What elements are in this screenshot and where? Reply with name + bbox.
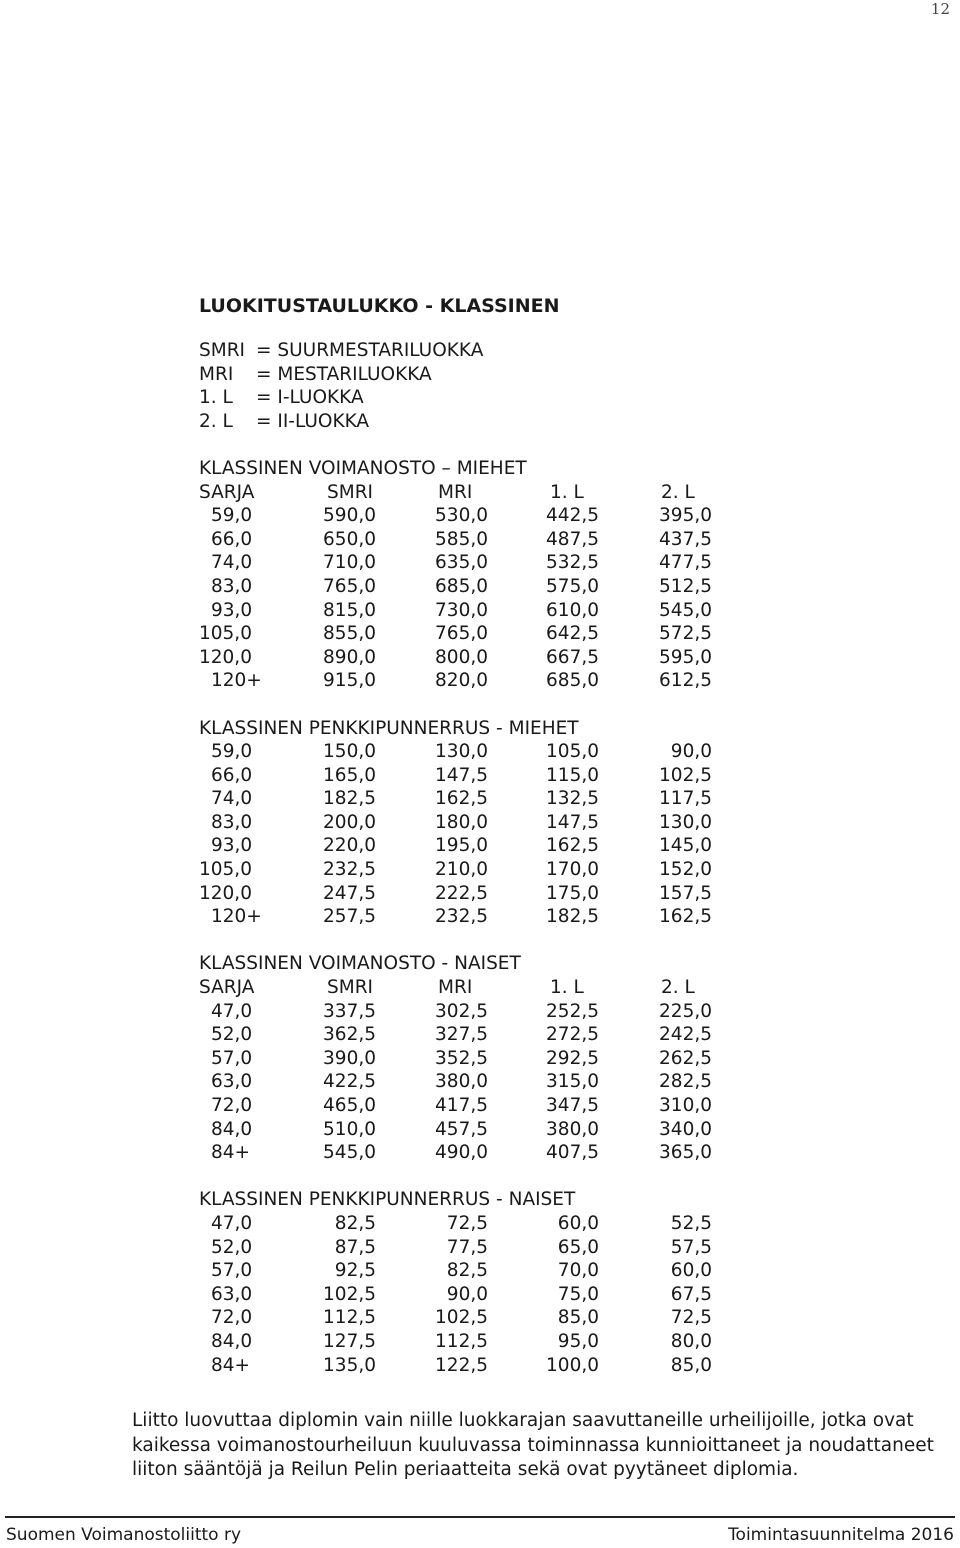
table-row [199,1023,799,1047]
limit-value-cell: 150,0 [323,741,376,763]
legend-meaning: = I-LUOKKA [256,387,364,409]
legend-meaning: = MESTARILUOKKA [256,363,432,385]
limit-value-cell: 152,0 [659,859,712,881]
table-row [199,1118,799,1142]
limit-value-cell: 115,0 [546,764,599,786]
table-row [199,551,799,575]
legend-row [199,410,799,434]
limit-value-cell: 685,0 [435,575,488,597]
limit-value-cell: 75,0 [557,1283,599,1305]
table-row [199,1212,799,1236]
weight-class-cell: 66,0 [211,764,253,786]
limit-value-cell: 585,0 [435,528,488,550]
limit-value-cell: 180,0 [435,811,488,833]
limit-value-cell: 800,0 [435,646,488,668]
limit-value-cell: 82,5 [334,1212,376,1234]
table-row [199,1070,799,1094]
weight-class-cell: 57,0 [211,1260,253,1282]
column-header: MRI [438,977,473,999]
limit-value-cell: 422,5 [323,1071,376,1093]
limit-value-cell: 610,0 [546,599,599,621]
limit-value-cell: 102,5 [435,1307,488,1329]
limit-value-cell: 162,5 [435,788,488,810]
weight-class-cell: 74,0 [211,788,253,810]
limit-value-cell: 457,5 [435,1118,488,1140]
limit-value-cell: 130,0 [435,741,488,763]
footer-organization: Suomen Voimanostoliitto ry [6,1525,242,1545]
weight-class-cell: 120,0 [199,646,252,668]
section-title: KLASSINEN PENKKIPUNNERRUS - MIEHET [199,717,579,739]
section-title: KLASSINEN VOIMANOSTO - NAISET [199,953,521,975]
limit-value-cell: 220,0 [323,835,376,857]
column-header: SMRI [327,977,374,999]
weight-class-cell: 105,0 [199,859,252,881]
limit-value-cell: 575,0 [546,575,599,597]
limit-value-cell: 72,5 [670,1307,712,1329]
column-header: 2. L [661,977,695,999]
document-body [199,292,799,1401]
weight-class-cell: 72,0 [211,1095,253,1116]
limit-value-cell: 102,5 [659,764,712,786]
limit-value-cell: 612,5 [659,670,712,692]
limit-value-cell: 225,0 [659,1000,712,1022]
limit-value-cell: 642,5 [546,623,599,645]
limit-value-cell: 247,5 [323,882,376,904]
limit-value-cell: 327,5 [435,1024,488,1046]
legend-meaning: = SUURMESTARILUOKKA [256,340,484,361]
limit-value-cell: 487,5 [546,528,599,550]
limit-value-cell: 710,0 [323,552,376,574]
limit-value-cell: 117,5 [659,788,712,810]
limit-value-cell: 162,5 [546,835,599,857]
table-row [199,882,799,906]
weight-class-cell: 93,0 [211,599,253,621]
weight-class-cell: 74,0 [211,552,253,574]
table-row [199,1000,799,1024]
table-row [199,1283,799,1307]
limit-value-cell: 820,0 [435,670,488,692]
limit-value-cell: 147,5 [435,764,488,786]
limit-value-cell: 127,5 [323,1330,376,1352]
limit-value-cell: 442,5 [546,505,599,527]
limit-value-cell: 65,0 [557,1236,599,1258]
limit-value-cell: 157,5 [659,882,712,904]
limit-value-cell: 650,0 [323,528,376,550]
diploma-note: Liitto luovuttaa diplomin vain niille luokkarajan saavuttaneille urheilijoille, jotka ovat kaikessa voimanostourheiluun kuuluvassa toiminnassa kunnioittaneet ja noudattaneet liiton sääntöjä ja Reilun Pelin periaatteita sekä ovat pyytäneet diplomia. [132,1410,934,1480]
table-row [199,528,799,552]
limit-value-cell: 257,5 [323,906,376,928]
limit-value-cell: 95,0 [557,1330,599,1352]
legend-abbr: SMRI [199,340,246,361]
limit-value-cell: 175,0 [546,882,599,904]
legend-row [199,363,799,387]
limit-value-cell: 85,0 [557,1307,599,1329]
limit-value-cell: 60,0 [557,1212,599,1234]
limit-value-cell: 282,5 [659,1071,712,1093]
limit-value-cell: 132,5 [546,788,599,810]
legend-meaning: = II-LUOKKA [256,410,370,432]
limit-value-cell: 262,5 [659,1047,712,1069]
table-row [199,1141,799,1165]
table-header-row [199,976,799,1000]
limit-value-cell: 730,0 [435,599,488,621]
limit-value-cell: 80,0 [670,1330,712,1352]
limit-value-cell: 390,0 [323,1047,376,1069]
limit-value-cell: 365,0 [659,1142,712,1164]
limit-value-cell: 170,0 [546,859,599,881]
classification-section [199,1188,799,1377]
limit-value-cell: 147,5 [546,811,599,833]
limit-value-cell: 90,0 [670,741,712,763]
weight-class-cell: 120,0 [199,882,252,904]
limit-value-cell: 77,5 [446,1236,488,1258]
limit-value-cell: 242,5 [659,1024,712,1046]
limit-value-cell: 112,5 [323,1307,376,1329]
limit-value-cell: 545,0 [659,599,712,621]
weight-class-cell: 93,0 [211,835,253,857]
limit-value-cell: 417,5 [435,1095,488,1116]
limit-value-cell: 162,5 [659,906,712,928]
limit-value-cell: 222,5 [435,882,488,904]
legend-abbr: 2. L [199,410,233,432]
weight-class-cell: 47,0 [211,1000,253,1022]
limit-value-cell: 112,5 [435,1330,488,1352]
limit-value-cell: 890,0 [323,646,376,668]
column-header: SARJA [199,481,255,503]
limit-value-cell: 510,0 [323,1118,376,1140]
legend-row [199,386,799,410]
limit-value-cell: 67,5 [670,1283,712,1305]
limit-value-cell: 272,5 [546,1024,599,1046]
limit-value-cell: 815,0 [323,599,376,621]
table-row [199,1047,799,1071]
limit-value-cell: 90,0 [446,1283,488,1305]
limit-value-cell: 380,0 [546,1118,599,1140]
limit-value-cell: 165,0 [323,764,376,786]
weight-class-cell: 84+ [211,1142,251,1164]
table-row [199,504,799,528]
classification-section [199,952,799,1164]
section-title: KLASSINEN VOIMANOSTO – MIEHET [199,457,527,479]
table-row [199,787,799,811]
limit-value-cell: 765,0 [435,623,488,645]
table-row [199,811,799,835]
table-row [199,1306,799,1330]
column-header: SARJA [199,977,255,999]
limit-value-cell: 145,0 [659,835,712,857]
column-header: SMRI [327,481,374,503]
weight-class-cell: 120+ [211,670,262,692]
limit-value-cell: 352,5 [435,1047,488,1069]
limit-value-cell: 362,5 [323,1024,376,1046]
limit-value-cell: 82,5 [446,1260,488,1282]
weight-class-cell: 52,0 [211,1236,253,1258]
legend-row [199,339,799,363]
weight-class-cell: 63,0 [211,1283,253,1305]
weight-class-cell: 83,0 [211,575,253,597]
limit-value-cell: 347,5 [546,1095,599,1116]
weight-class-cell: 84,0 [211,1118,253,1140]
limit-value-cell: 490,0 [435,1142,488,1164]
class-legend [199,339,799,433]
weight-class-cell: 59,0 [211,741,253,763]
column-header: 1. L [550,481,584,503]
limit-value-cell: 915,0 [323,670,376,692]
limit-value-cell: 72,5 [446,1212,488,1234]
table-row [199,622,799,646]
column-header: 2. L [661,481,695,503]
limit-value-cell: 182,5 [546,906,599,928]
weight-class-cell: 59,0 [211,505,253,527]
weight-class-cell: 52,0 [211,1024,253,1046]
limit-value-cell: 685,0 [546,670,599,692]
table-row [199,1236,799,1260]
limit-value-cell: 635,0 [435,552,488,574]
limit-value-cell: 590,0 [323,505,376,527]
limit-value-cell: 337,5 [323,1000,376,1022]
classification-tables [199,457,799,1377]
limit-value-cell: 195,0 [435,835,488,857]
weight-class-cell: 63,0 [211,1071,253,1093]
limit-value-cell: 210,0 [435,859,488,881]
weight-class-cell: 47,0 [211,1212,253,1234]
column-header: MRI [438,481,473,503]
table-row [199,1259,799,1283]
limit-value-cell: 310,0 [659,1095,712,1116]
limit-value-cell: 302,5 [435,1000,488,1022]
weight-class-cell: 84+ [211,1354,251,1376]
limit-value-cell: 102,5 [323,1283,376,1305]
weight-class-cell: 83,0 [211,811,253,833]
limit-value-cell: 855,0 [323,623,376,645]
table-row [199,1354,799,1378]
limit-value-cell: 232,5 [435,906,488,928]
limit-value-cell: 465,0 [323,1095,376,1116]
footer-divider [5,1516,955,1518]
limit-value-cell: 595,0 [659,646,712,668]
table-row [199,575,799,599]
limit-value-cell: 512,5 [659,575,712,597]
limit-value-cell: 232,5 [323,859,376,881]
section-title: KLASSINEN PENKKIPUNNERRUS - NAISET [199,1189,576,1211]
table-row [199,1330,799,1354]
table-row [199,905,799,929]
limit-value-cell: 87,5 [334,1236,376,1258]
table-row [199,764,799,788]
legend-abbr: 1. L [199,387,233,409]
page-number: 12 [930,0,950,18]
limit-value-cell: 135,0 [323,1354,376,1376]
limit-value-cell: 572,5 [659,623,712,645]
classification-section [199,457,799,693]
table-row [199,858,799,882]
weight-class-cell: 66,0 [211,528,253,550]
classification-section [199,717,799,929]
limit-value-cell: 545,0 [323,1142,376,1164]
limit-value-cell: 530,0 [435,505,488,527]
limit-value-cell: 92,5 [334,1260,376,1282]
limit-value-cell: 182,5 [323,788,376,810]
weight-class-cell: 84,0 [211,1330,253,1352]
limit-value-cell: 122,5 [435,1354,488,1376]
table-row [199,646,799,670]
limit-value-cell: 340,0 [659,1118,712,1140]
limit-value-cell: 315,0 [546,1071,599,1093]
limit-value-cell: 60,0 [670,1260,712,1282]
weight-class-cell: 72,0 [211,1307,253,1329]
page-title: LUOKITUSTAULUKKO - KLASSINEN [199,295,560,317]
weight-class-cell: 120+ [211,906,262,928]
limit-value-cell: 477,5 [659,552,712,574]
legend-abbr: MRI [199,363,234,385]
limit-value-cell: 380,0 [435,1071,488,1093]
table-header-row [199,481,799,505]
table-row [199,599,799,623]
limit-value-cell: 130,0 [659,811,712,833]
limit-value-cell: 765,0 [323,575,376,597]
table-row [199,740,799,764]
limit-value-cell: 292,5 [546,1047,599,1069]
column-header: 1. L [550,977,584,999]
limit-value-cell: 667,5 [546,646,599,668]
limit-value-cell: 85,0 [670,1354,712,1376]
limit-value-cell: 437,5 [659,528,712,550]
limit-value-cell: 200,0 [323,811,376,833]
limit-value-cell: 70,0 [557,1260,599,1282]
limit-value-cell: 252,5 [546,1000,599,1022]
table-row [199,834,799,858]
weight-class-cell: 105,0 [199,623,252,645]
limit-value-cell: 532,5 [546,552,599,574]
footer-document-name: Toimintasuunnitelma 2016 [728,1525,954,1545]
limit-value-cell: 57,5 [670,1236,712,1258]
limit-value-cell: 105,0 [546,741,599,763]
limit-value-cell: 52,5 [670,1212,712,1234]
table-row [199,669,799,693]
table-row [199,1094,799,1118]
limit-value-cell: 407,5 [546,1142,599,1164]
limit-value-cell: 100,0 [546,1354,599,1376]
limit-value-cell: 395,0 [659,505,712,527]
weight-class-cell: 57,0 [211,1047,253,1069]
